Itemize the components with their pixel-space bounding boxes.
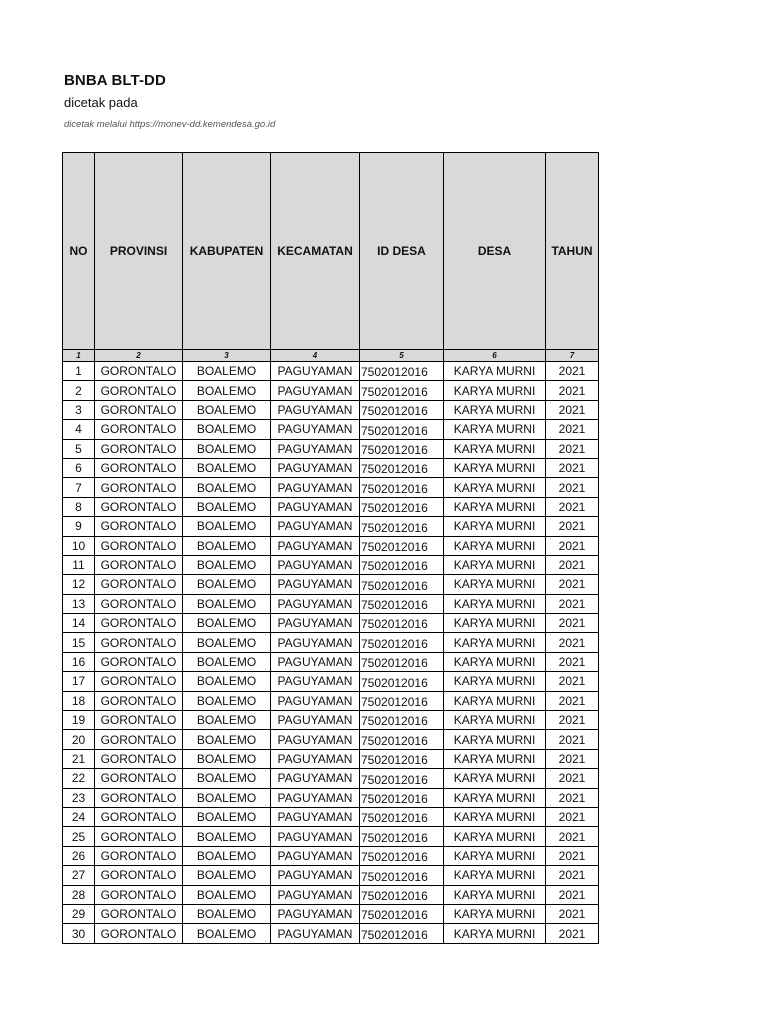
cell-no: 7 [63, 478, 95, 497]
cell-provinsi: GORONTALO [95, 827, 183, 846]
cell-kecamatan: PAGUYAMAN [271, 497, 360, 516]
cell-id-desa: 7502012016 [360, 633, 444, 652]
cell-kabupaten: BOALEMO [183, 788, 271, 807]
cell-no: 10 [63, 536, 95, 555]
cell-tahun: 2021 [546, 555, 599, 574]
cell-no: 13 [63, 594, 95, 613]
cell-provinsi: GORONTALO [95, 362, 183, 381]
beneficiary-table [62, 152, 599, 944]
cell-no: 16 [63, 652, 95, 671]
table-row [63, 885, 599, 904]
cell-desa: KARYA MURNI [444, 536, 546, 555]
cell-kecamatan: PAGUYAMAN [271, 652, 360, 671]
cell-provinsi: GORONTALO [95, 924, 183, 943]
cell-tahun: 2021 [546, 420, 599, 439]
cell-kabupaten: BOALEMO [183, 866, 271, 885]
print-date-label: dicetak pada [64, 95, 138, 110]
cell-no: 8 [63, 497, 95, 516]
column-number: 1 [63, 350, 95, 362]
cell-desa: KARYA MURNI [444, 711, 546, 730]
table-row [63, 536, 599, 555]
table-row [63, 497, 599, 516]
cell-id-desa: 7502012016 [360, 904, 444, 923]
cell-desa: KARYA MURNI [444, 517, 546, 536]
table-row [63, 827, 599, 846]
cell-id-desa: 7502012016 [360, 594, 444, 613]
cell-tahun: 2021 [546, 788, 599, 807]
cell-tahun: 2021 [546, 517, 599, 536]
cell-tahun: 2021 [546, 400, 599, 419]
cell-tahun: 2021 [546, 633, 599, 652]
table-row [63, 769, 599, 788]
cell-kabupaten: BOALEMO [183, 769, 271, 788]
cell-kecamatan: PAGUYAMAN [271, 555, 360, 574]
column-number: 5 [360, 350, 444, 362]
cell-no: 29 [63, 904, 95, 923]
cell-kabupaten: BOALEMO [183, 439, 271, 458]
cell-tahun: 2021 [546, 904, 599, 923]
cell-tahun: 2021 [546, 575, 599, 594]
cell-kecamatan: PAGUYAMAN [271, 730, 360, 749]
cell-kabupaten: BOALEMO [183, 478, 271, 497]
cell-desa: KARYA MURNI [444, 555, 546, 574]
cell-tahun: 2021 [546, 652, 599, 671]
cell-kecamatan: PAGUYAMAN [271, 400, 360, 419]
table-row [63, 904, 599, 923]
cell-id-desa: 7502012016 [360, 652, 444, 671]
cell-kabupaten: BOALEMO [183, 458, 271, 477]
cell-kabupaten: BOALEMO [183, 924, 271, 943]
cell-provinsi: GORONTALO [95, 788, 183, 807]
cell-id-desa: 7502012016 [360, 730, 444, 749]
cell-provinsi: GORONTALO [95, 807, 183, 826]
cell-kecamatan: PAGUYAMAN [271, 885, 360, 904]
header-id-desa: ID DESA [360, 153, 444, 350]
cell-no: 27 [63, 866, 95, 885]
cell-kecamatan: PAGUYAMAN [271, 827, 360, 846]
cell-tahun: 2021 [546, 730, 599, 749]
cell-kecamatan: PAGUYAMAN [271, 633, 360, 652]
cell-kabupaten: BOALEMO [183, 517, 271, 536]
cell-provinsi: GORONTALO [95, 749, 183, 768]
cell-id-desa: 7502012016 [360, 381, 444, 400]
cell-no: 2 [63, 381, 95, 400]
cell-desa: KARYA MURNI [444, 362, 546, 381]
column-number: 7 [546, 350, 599, 362]
cell-id-desa: 7502012016 [360, 497, 444, 516]
table-row [63, 362, 599, 381]
cell-desa: KARYA MURNI [444, 381, 546, 400]
cell-no: 28 [63, 885, 95, 904]
cell-kecamatan: PAGUYAMAN [271, 614, 360, 633]
cell-id-desa: 7502012016 [360, 788, 444, 807]
cell-provinsi: GORONTALO [95, 866, 183, 885]
cell-desa: KARYA MURNI [444, 478, 546, 497]
table-header-row [63, 153, 599, 350]
cell-tahun: 2021 [546, 885, 599, 904]
cell-provinsi: GORONTALO [95, 594, 183, 613]
cell-no: 17 [63, 672, 95, 691]
cell-desa: KARYA MURNI [444, 730, 546, 749]
table-row [63, 730, 599, 749]
cell-kabupaten: BOALEMO [183, 420, 271, 439]
cell-provinsi: GORONTALO [95, 652, 183, 671]
cell-provinsi: GORONTALO [95, 846, 183, 865]
cell-provinsi: GORONTALO [95, 478, 183, 497]
table-row [63, 788, 599, 807]
cell-kecamatan: PAGUYAMAN [271, 594, 360, 613]
cell-no: 14 [63, 614, 95, 633]
header-no: NO [63, 153, 95, 350]
cell-kecamatan: PAGUYAMAN [271, 536, 360, 555]
cell-kabupaten: BOALEMO [183, 711, 271, 730]
cell-kabupaten: BOALEMO [183, 633, 271, 652]
cell-kecamatan: PAGUYAMAN [271, 381, 360, 400]
table-row [63, 846, 599, 865]
cell-kabupaten: BOALEMO [183, 555, 271, 574]
cell-kabupaten: BOALEMO [183, 381, 271, 400]
cell-tahun: 2021 [546, 536, 599, 555]
column-number: 2 [95, 350, 183, 362]
cell-tahun: 2021 [546, 866, 599, 885]
cell-desa: KARYA MURNI [444, 749, 546, 768]
cell-provinsi: GORONTALO [95, 711, 183, 730]
cell-desa: KARYA MURNI [444, 904, 546, 923]
cell-no: 18 [63, 691, 95, 710]
cell-kecamatan: PAGUYAMAN [271, 362, 360, 381]
cell-kabupaten: BOALEMO [183, 672, 271, 691]
cell-no: 21 [63, 749, 95, 768]
cell-kecamatan: PAGUYAMAN [271, 711, 360, 730]
cell-desa: KARYA MURNI [444, 866, 546, 885]
cell-provinsi: GORONTALO [95, 439, 183, 458]
header-kecamatan: KECAMATAN [271, 153, 360, 350]
cell-no: 24 [63, 807, 95, 826]
cell-kecamatan: PAGUYAMAN [271, 807, 360, 826]
cell-desa: KARYA MURNI [444, 497, 546, 516]
header-tahun: TAHUN [546, 153, 599, 350]
cell-id-desa: 7502012016 [360, 575, 444, 594]
cell-id-desa: 7502012016 [360, 807, 444, 826]
cell-id-desa: 7502012016 [360, 555, 444, 574]
cell-tahun: 2021 [546, 497, 599, 516]
cell-kecamatan: PAGUYAMAN [271, 749, 360, 768]
cell-tahun: 2021 [546, 458, 599, 477]
cell-tahun: 2021 [546, 439, 599, 458]
cell-kecamatan: PAGUYAMAN [271, 517, 360, 536]
cell-desa: KARYA MURNI [444, 846, 546, 865]
cell-no: 5 [63, 439, 95, 458]
cell-desa: KARYA MURNI [444, 652, 546, 671]
cell-provinsi: GORONTALO [95, 381, 183, 400]
cell-kabupaten: BOALEMO [183, 497, 271, 516]
cell-kabupaten: BOALEMO [183, 400, 271, 419]
cell-desa: KARYA MURNI [444, 807, 546, 826]
cell-kabupaten: BOALEMO [183, 362, 271, 381]
table-row [63, 594, 599, 613]
cell-no: 15 [63, 633, 95, 652]
cell-provinsi: GORONTALO [95, 730, 183, 749]
cell-kabupaten: BOALEMO [183, 885, 271, 904]
table-row [63, 517, 599, 536]
cell-desa: KARYA MURNI [444, 788, 546, 807]
cell-kecamatan: PAGUYAMAN [271, 866, 360, 885]
table-row [63, 439, 599, 458]
cell-desa: KARYA MURNI [444, 439, 546, 458]
cell-no: 23 [63, 788, 95, 807]
cell-id-desa: 7502012016 [360, 672, 444, 691]
cell-id-desa: 7502012016 [360, 846, 444, 865]
cell-kabupaten: BOALEMO [183, 827, 271, 846]
cell-no: 3 [63, 400, 95, 419]
cell-tahun: 2021 [546, 846, 599, 865]
cell-kecamatan: PAGUYAMAN [271, 672, 360, 691]
cell-tahun: 2021 [546, 672, 599, 691]
cell-provinsi: GORONTALO [95, 575, 183, 594]
cell-kecamatan: PAGUYAMAN [271, 904, 360, 923]
cell-provinsi: GORONTALO [95, 904, 183, 923]
cell-provinsi: GORONTALO [95, 769, 183, 788]
cell-provinsi: GORONTALO [95, 614, 183, 633]
table-row [63, 478, 599, 497]
cell-tahun: 2021 [546, 807, 599, 826]
cell-kecamatan: PAGUYAMAN [271, 575, 360, 594]
cell-id-desa: 7502012016 [360, 885, 444, 904]
cell-id-desa: 7502012016 [360, 517, 444, 536]
cell-kecamatan: PAGUYAMAN [271, 788, 360, 807]
cell-no: 12 [63, 575, 95, 594]
cell-desa: KARYA MURNI [444, 769, 546, 788]
cell-provinsi: GORONTALO [95, 885, 183, 904]
cell-provinsi: GORONTALO [95, 536, 183, 555]
cell-tahun: 2021 [546, 691, 599, 710]
cell-no: 6 [63, 458, 95, 477]
cell-kabupaten: BOALEMO [183, 691, 271, 710]
cell-tahun: 2021 [546, 362, 599, 381]
cell-no: 4 [63, 420, 95, 439]
table-row [63, 633, 599, 652]
cell-tahun: 2021 [546, 614, 599, 633]
cell-provinsi: GORONTALO [95, 555, 183, 574]
cell-desa: KARYA MURNI [444, 458, 546, 477]
cell-id-desa: 7502012016 [360, 362, 444, 381]
cell-kecamatan: PAGUYAMAN [271, 924, 360, 943]
table-row [63, 555, 599, 574]
cell-desa: KARYA MURNI [444, 614, 546, 633]
header-provinsi: PROVINSI [95, 153, 183, 350]
column-number: 6 [444, 350, 546, 362]
cell-kabupaten: BOALEMO [183, 904, 271, 923]
header-kabupaten: KABUPATEN [183, 153, 271, 350]
table-row [63, 458, 599, 477]
cell-tahun: 2021 [546, 924, 599, 943]
cell-tahun: 2021 [546, 827, 599, 846]
cell-kecamatan: PAGUYAMAN [271, 478, 360, 497]
table-row [63, 381, 599, 400]
cell-desa: KARYA MURNI [444, 633, 546, 652]
cell-no: 25 [63, 827, 95, 846]
cell-kabupaten: BOALEMO [183, 807, 271, 826]
cell-no: 20 [63, 730, 95, 749]
table-row [63, 807, 599, 826]
cell-no: 9 [63, 517, 95, 536]
cell-desa: KARYA MURNI [444, 827, 546, 846]
cell-kecamatan: PAGUYAMAN [271, 769, 360, 788]
cell-id-desa: 7502012016 [360, 439, 444, 458]
cell-kabupaten: BOALEMO [183, 730, 271, 749]
column-number: 3 [183, 350, 271, 362]
cell-kabupaten: BOALEMO [183, 749, 271, 768]
cell-provinsi: GORONTALO [95, 633, 183, 652]
column-number: 4 [271, 350, 360, 362]
table-row [63, 672, 599, 691]
table-row [63, 711, 599, 730]
cell-desa: KARYA MURNI [444, 420, 546, 439]
table-row [63, 575, 599, 594]
cell-kabupaten: BOALEMO [183, 614, 271, 633]
document-title: BNBA BLT-DD [64, 72, 166, 89]
cell-id-desa: 7502012016 [360, 536, 444, 555]
cell-tahun: 2021 [546, 769, 599, 788]
cell-kecamatan: PAGUYAMAN [271, 458, 360, 477]
cell-desa: KARYA MURNI [444, 575, 546, 594]
cell-desa: KARYA MURNI [444, 400, 546, 419]
cell-id-desa: 7502012016 [360, 691, 444, 710]
cell-tahun: 2021 [546, 478, 599, 497]
table-body [63, 362, 599, 944]
cell-no: 22 [63, 769, 95, 788]
cell-tahun: 2021 [546, 381, 599, 400]
cell-provinsi: GORONTALO [95, 497, 183, 516]
cell-id-desa: 7502012016 [360, 400, 444, 419]
cell-desa: KARYA MURNI [444, 691, 546, 710]
table-row [63, 614, 599, 633]
table-row [63, 749, 599, 768]
column-number-row [63, 350, 599, 362]
cell-kecamatan: PAGUYAMAN [271, 439, 360, 458]
cell-id-desa: 7502012016 [360, 924, 444, 943]
header-desa: DESA [444, 153, 546, 350]
cell-kabupaten: BOALEMO [183, 846, 271, 865]
table-row [63, 652, 599, 671]
cell-id-desa: 7502012016 [360, 420, 444, 439]
cell-id-desa: 7502012016 [360, 614, 444, 633]
cell-kabupaten: BOALEMO [183, 594, 271, 613]
cell-kabupaten: BOALEMO [183, 536, 271, 555]
cell-kabupaten: BOALEMO [183, 652, 271, 671]
cell-no: 11 [63, 555, 95, 574]
cell-tahun: 2021 [546, 749, 599, 768]
cell-provinsi: GORONTALO [95, 691, 183, 710]
cell-provinsi: GORONTALO [95, 672, 183, 691]
table-row [63, 400, 599, 419]
cell-id-desa: 7502012016 [360, 458, 444, 477]
cell-provinsi: GORONTALO [95, 400, 183, 419]
cell-desa: KARYA MURNI [444, 672, 546, 691]
cell-kabupaten: BOALEMO [183, 575, 271, 594]
cell-no: 19 [63, 711, 95, 730]
cell-kecamatan: PAGUYAMAN [271, 691, 360, 710]
cell-provinsi: GORONTALO [95, 517, 183, 536]
cell-desa: KARYA MURNI [444, 885, 546, 904]
cell-provinsi: GORONTALO [95, 458, 183, 477]
cell-desa: KARYA MURNI [444, 594, 546, 613]
cell-tahun: 2021 [546, 711, 599, 730]
cell-kecamatan: PAGUYAMAN [271, 420, 360, 439]
cell-no: 26 [63, 846, 95, 865]
table-row [63, 866, 599, 885]
cell-id-desa: 7502012016 [360, 866, 444, 885]
cell-id-desa: 7502012016 [360, 478, 444, 497]
cell-id-desa: 7502012016 [360, 749, 444, 768]
table-row [63, 924, 599, 943]
cell-provinsi: GORONTALO [95, 420, 183, 439]
cell-desa: KARYA MURNI [444, 924, 546, 943]
cell-no: 30 [63, 924, 95, 943]
cell-tahun: 2021 [546, 594, 599, 613]
cell-kecamatan: PAGUYAMAN [271, 846, 360, 865]
cell-id-desa: 7502012016 [360, 711, 444, 730]
table-row [63, 420, 599, 439]
cell-id-desa: 7502012016 [360, 827, 444, 846]
cell-id-desa: 7502012016 [360, 769, 444, 788]
source-note: dicetak melalui https://monev-dd.kemendesa.go.id [64, 119, 276, 130]
table-row [63, 691, 599, 710]
cell-no: 1 [63, 362, 95, 381]
